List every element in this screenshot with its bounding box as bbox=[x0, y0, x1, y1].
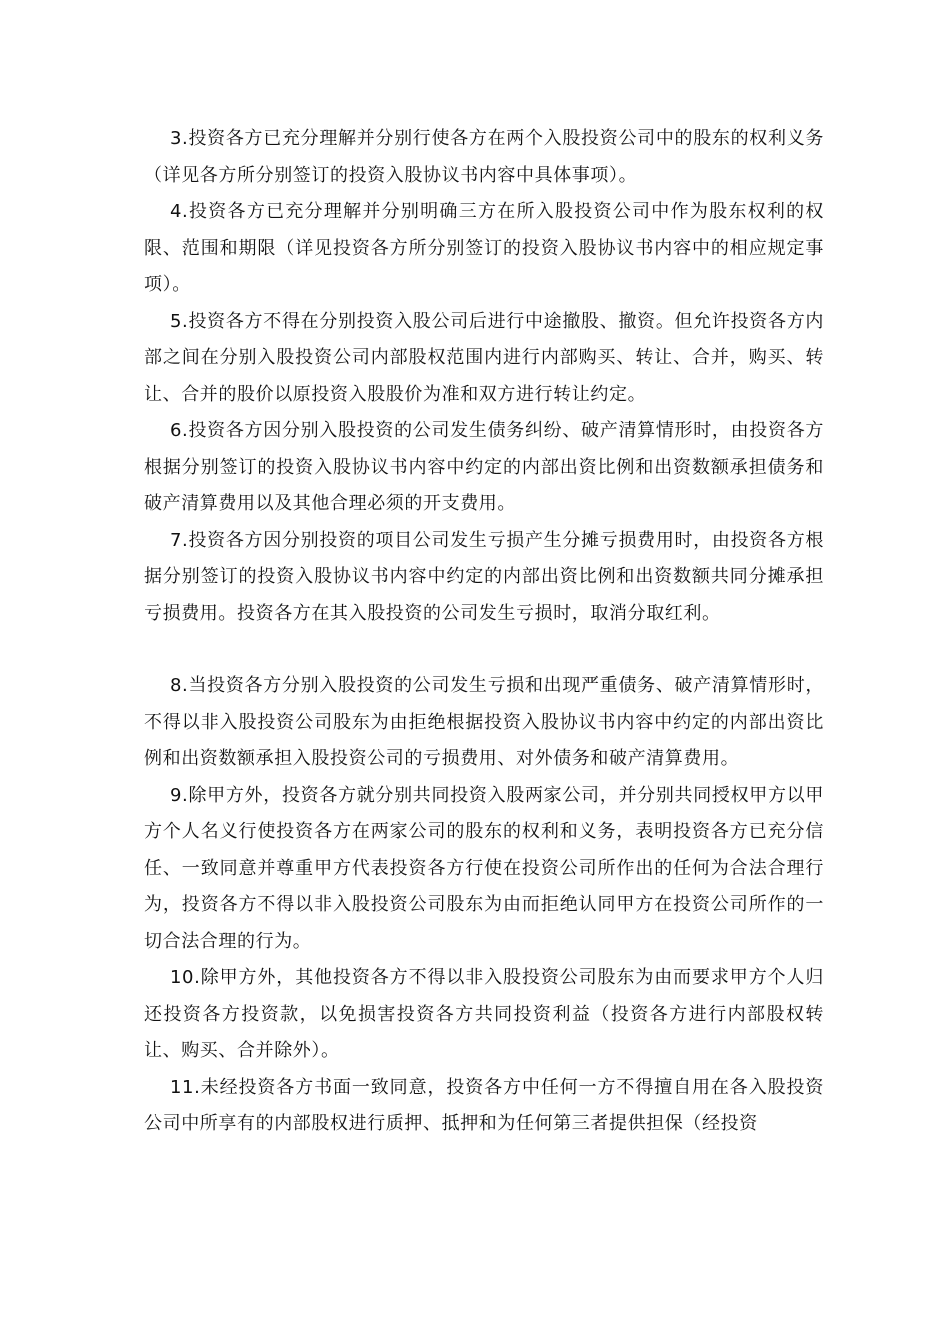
clause-3: 3.投资各方已充分理解并分别行使各方在两个入股投资公司中的股东的权利义务（详见各方所分别签订的投资入股协议书内容中具体事项）。 bbox=[144, 128, 824, 186]
clause-9: 9.除甲方外，投资各方就分别共同投资入股两家公司，并分别共同授权甲方以甲方个人名义行使投资各方在两家公司的股东的权利和义务，表明投资各方已充分信任、一致同意并尊重甲方代表投资各方行使在投资公司所作出的任何为合法合理行为，投资各方不得以非入股投资公司股东为由而拒绝认同甲方在投资公司所作的一切合法合理的行为。 bbox=[144, 784, 824, 952]
paragraph-gap bbox=[144, 632, 824, 668]
clause-8: 8.当投资各方分别入股投资的公司发生亏损和出现严重债务、破产清算情形时，不得以非入股投资公司股东为由拒绝根据投资入股协议书内容中约定的内部出资比例和出资数额承担入股投资公司的亏损费用、对外债务和破产清算费用。 bbox=[144, 675, 824, 769]
clause-7: 7.投资各方因分别投资的项目公司发生亏损产生分摊亏损费用时，由投资各方根据分别签订的投资入股协议书内容中约定的内部出资比例和出资数额共同分摊承担亏损费用。投资各方在其入股投资的公司发生亏损时，取消分取红利。 bbox=[144, 529, 824, 624]
clause-5: 5.投资各方不得在分别投资入股公司后进行中途撤股、撤资。但允许投资各方内部之间在分别入股投资公司内部股权范围内进行内部购买、转让、合并，购买、转让、合并的股价以原投资入股股价为准和双方进行转让约定。 bbox=[144, 310, 824, 405]
clause-4: 4.投资各方已充分理解并分别明确三方在所入股投资公司中作为股东权利的权限、范围和期限（详见投资各方所分别签订的投资入股协议书内容中的相应规定事项）。 bbox=[144, 201, 824, 295]
document-body bbox=[144, 121, 824, 1143]
clause-10: 10.除甲方外，其他投资各方不得以非入股投资公司股东为由而要求甲方个人归还投资各方投资款，以免损害投资各方共同投资利益（投资各方进行内部股权转让、购买、合并除外）。 bbox=[144, 967, 824, 1061]
clause-6: 6.投资各方因分别入股投资的公司发生债务纠纷、破产清算情形时，由投资各方根据分别签订的投资入股协议书内容中约定的内部出资比例和出资数额承担债务和破产清算费用以及其他合理必须的开支费用。 bbox=[144, 420, 824, 514]
clause-11: 11.未经投资各方书面一致同意，投资各方中任何一方不得擅自用在各入股投资公司中所享有的内部股权进行质押、抵押和为任何第三者提供担保（经投资 bbox=[144, 1076, 824, 1134]
